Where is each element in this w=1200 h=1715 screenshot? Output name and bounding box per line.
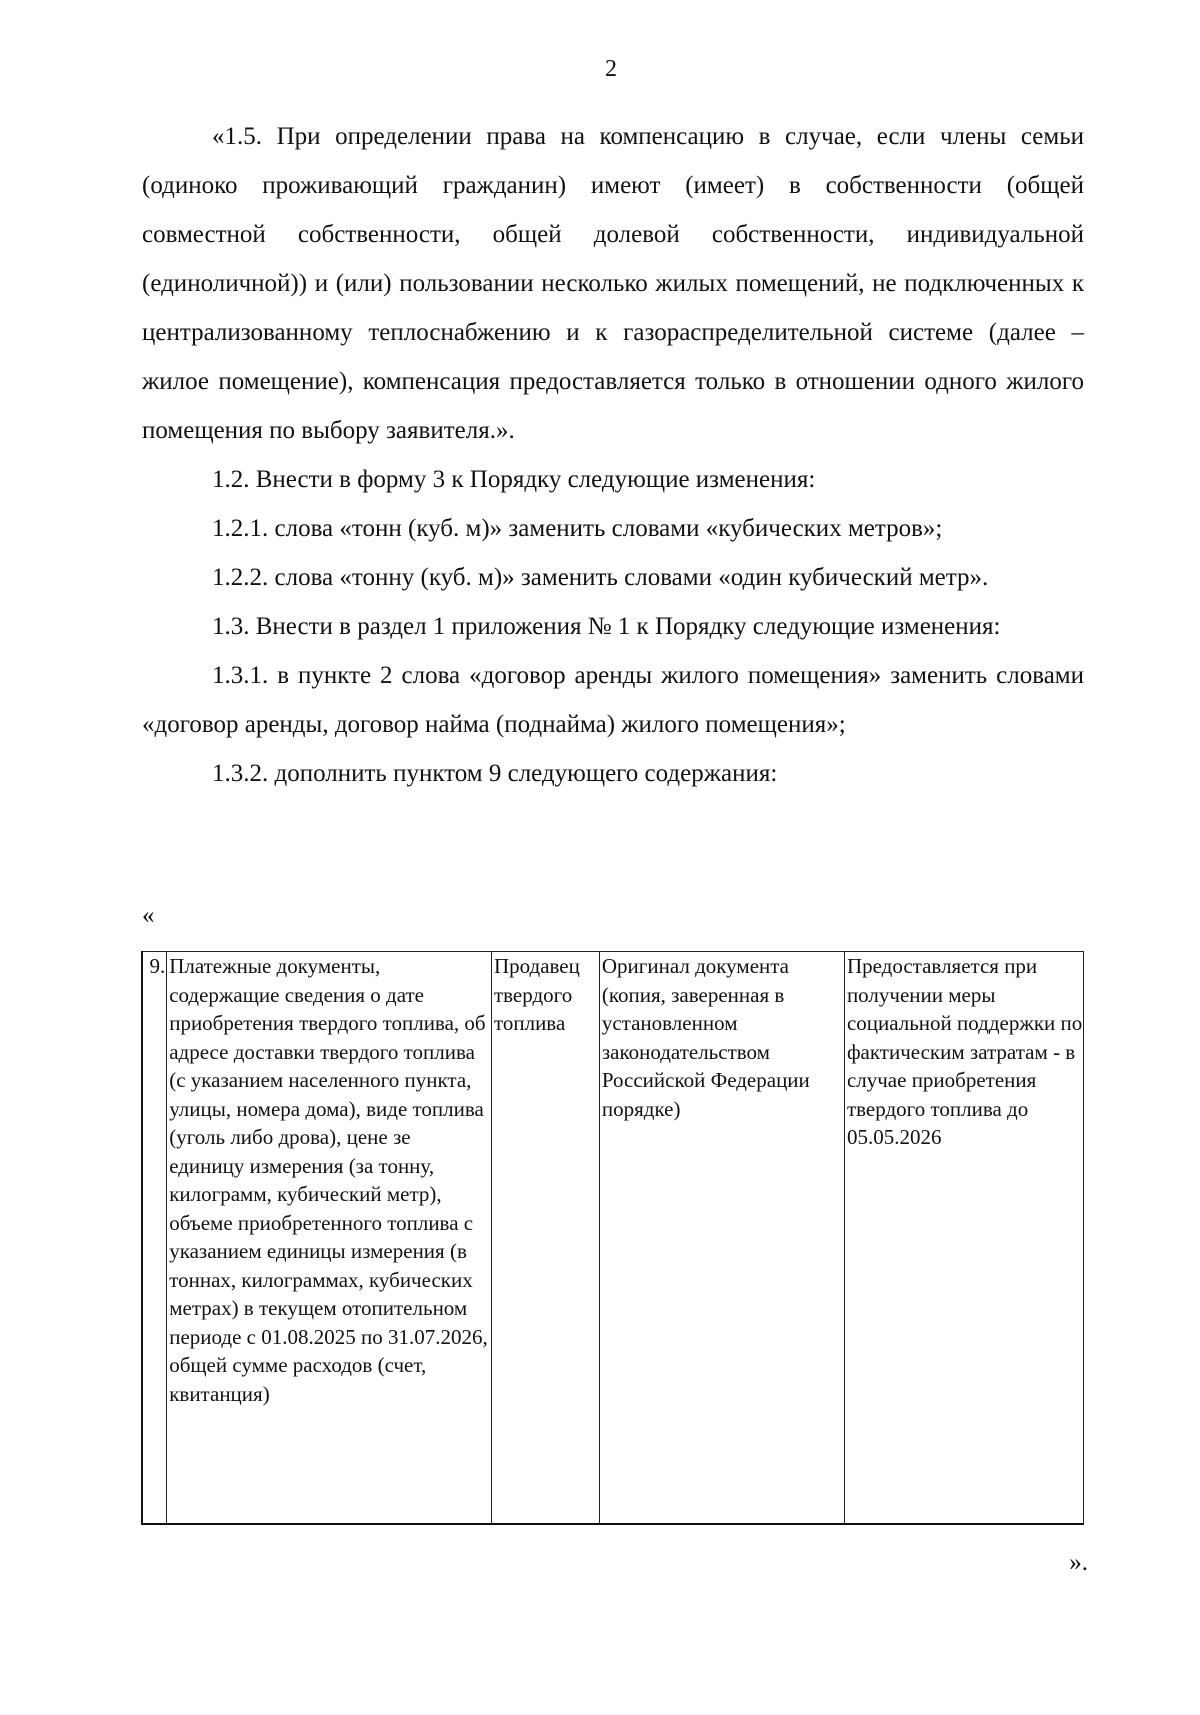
inserted-table [141,951,1084,1525]
issuer-cell: Продавец твердого топлива [491,952,599,1524]
row-number: 9. [142,952,167,1524]
table-row [142,952,1084,1524]
paragraph-1-3-1: 1.3.1. в пункте 2 слова «договор аренды жилого помещения» заменить словами «договор аренды, договор найма (поднайма) жилого помещения»; [142,662,1084,738]
document-form-cell: Оригинал документа (копия, заверенная в установленном законодательством Российской Федерации порядке) [599,952,844,1524]
page-number: 2 [605,56,617,82]
documents-cell: Платежные документы, содержащие сведения о дате приобретения твердого топлива, об адресе доставки твердого топлива (с указанием населенного пункта, улицы, номера дома), виде топлива (уголь либо дрова), цене зе единицу измерения (за тонну, килограмм, кубический метр), объеме приобретенного топлива с указанием единицы измерения (в тоннах, килограммах, кубических метрах) в текущем отопительном периоде с 01.08.2025 по 31.07.2026, общей сумме расходов (счет, квитанция) [167,952,492,1524]
paragraph-1-3: 1.3. Внести в раздел 1 приложения № 1 к Порядку следующие изменения: [212,613,1001,640]
paragraph-1-3-2: 1.3.2. дополнить пунктом 9 следующего содержания: [212,760,778,787]
note-cell: Предоставляется при получении меры социальной поддержки по фактическим затратам - в случае приобретения твердого топлива до 05.05.2026 [844,952,1083,1524]
paragraph-1-2-2: 1.2.2. слова «тонну (куб. м)» заменить словами «один кубический метр». [212,564,989,591]
paragraph-1-2: 1.2. Внести в форму 3 к Порядку следующие изменения: [212,466,816,493]
document-body [142,112,1084,798]
paragraph-1-5: «1.5. При определении права на компенсацию в случае, если члены семьи (одиноко проживающий гражданин) имеют (имеет) в собственности (общей совместной собственности, общей долевой собственности, индивидуальной (единоличной)) и (или) пользовании несколько жилых помещений, не подключенных к централизованному теплоснабжению и к газораспределительной системе (далее – жилое помещение), компенсация предоставляется только в отношении одного жилого помещения по выбору заявителя.». [142,123,1084,444]
paragraph-1-2-1: 1.2.1. слова «тонн (куб. м)» заменить словами «кубических метров»; [212,515,943,542]
closing-quote: ». [1069,1549,1088,1576]
opening-quote: « [142,902,155,929]
